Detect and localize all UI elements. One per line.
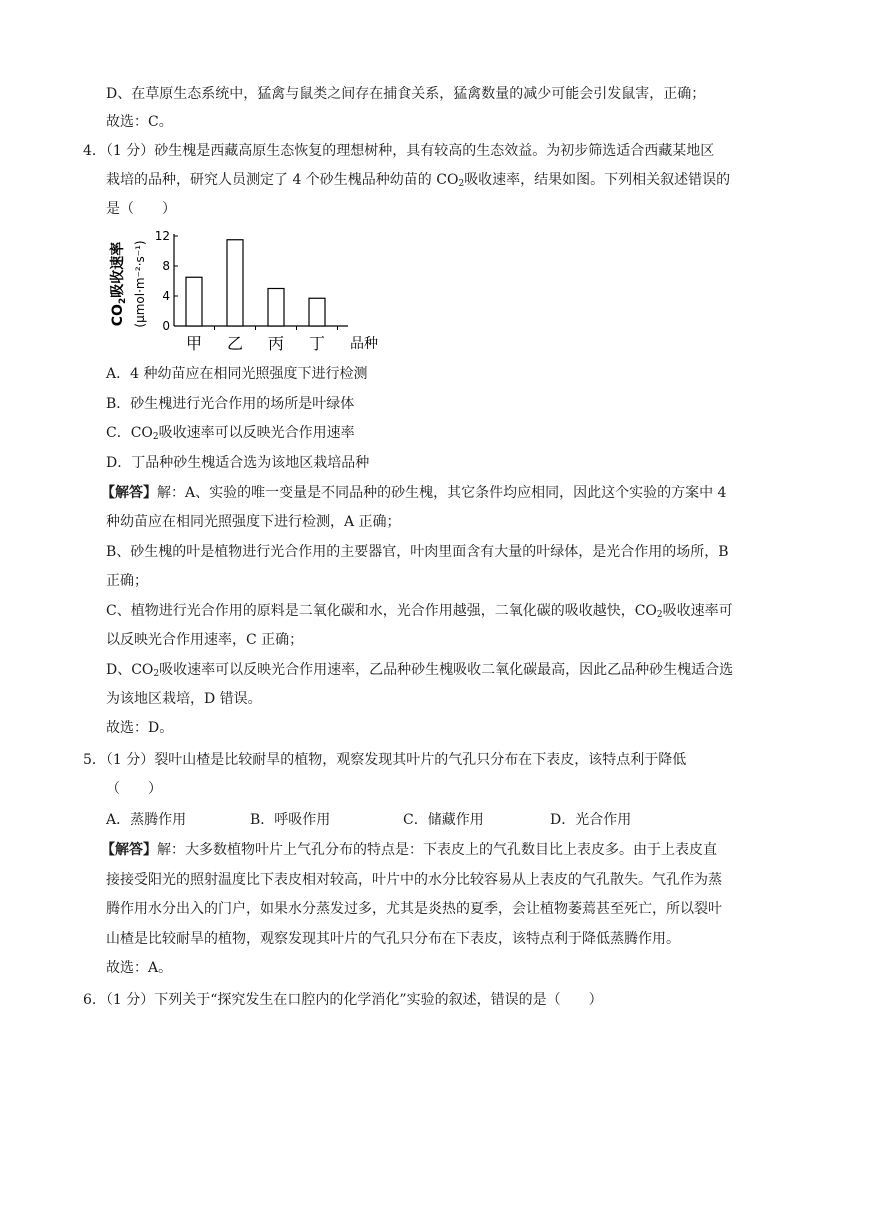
- q3-answer-pick: 故选：C。: [106, 114, 173, 130]
- q4-option-d: D．丁品种砂生槐适合选为该地区栽培品种: [106, 455, 370, 471]
- bar-丁: [309, 298, 325, 326]
- x-category-label: 丙: [267, 334, 285, 353]
- x-category-label: 甲: [185, 334, 203, 353]
- answer-tag: 【解答】: [101, 842, 157, 858]
- q5-stem-line2: （ ）: [106, 781, 162, 797]
- co2-absorption-bar-chart: [100, 228, 400, 358]
- q5-answer-line1: 【解答】解：大多数植物叶片上气孔分布的特点是：下表皮上的气孔数目比上表皮多。由于上表皮直: [101, 842, 717, 858]
- q5-option-b: B．呼吸作用: [250, 812, 331, 828]
- bar-丙: [268, 289, 284, 327]
- bar-甲: [186, 277, 202, 326]
- q4-answer-line5: C、植物进行光合作用的原料是二氧化碳和水，光合作用越强，二氧化碳的吸收越快，$CO_2$吸收速率可: [106, 603, 733, 620]
- q5-answer-line3: 腾作用水分出入的门户，如果水分蒸发过多，尤其是炎热的夏季，会让植物萎蔫甚至死亡，所以裂叶: [106, 901, 722, 917]
- x-category-label: 丁: [308, 334, 326, 353]
- q4-stem-line3: 是（ ）: [106, 201, 176, 217]
- q4-option-b: B．砂生槐进行光合作用的场所是叶绿体: [106, 396, 355, 412]
- q5-option-d: D．光合作用: [550, 812, 632, 828]
- q4-answer-line7: D、$CO_2$吸收速率可以反映光合作用速率，乙品种砂生槐吸收二氧化碳最高，因此乙品种砂生槐适合选: [106, 662, 734, 679]
- y-axis-unit: (μmol·m⁻²·s⁻¹): [133, 240, 147, 328]
- x-category-label: 乙: [226, 334, 244, 353]
- q4-answer-line8: 为该地区栽培，D 错误。: [106, 691, 262, 707]
- y-tick-label: 8: [162, 259, 170, 273]
- q5-option-a: A．蒸腾作用: [106, 812, 187, 828]
- q4-option-a: A．4 种幼苗应在相同光照强度下进行检测: [106, 366, 368, 382]
- q3-option-d-explanation: D、在草原生态系统中，猛禽与鼠类之间存在捕食关系，猛禽数量的减少可能会引发鼠害，正确；: [106, 86, 706, 102]
- q6-stem-line1: 6．（1 分）下列关于“探究发生在口腔内的化学消化”实验的叙述，错误的是（ ）: [83, 992, 603, 1008]
- bar-乙: [227, 240, 243, 326]
- q5-answer-line2: 接接受阳光的照射温度比下表皮相对较高，叶片中的水分比较容易从上表皮的气孔散失。气孔作为蒸: [106, 872, 722, 888]
- y-tick-label: 0: [162, 319, 170, 333]
- q4-answer-line6: 以反映光合作用速率，C 正确；: [106, 632, 304, 648]
- chart-bars: [186, 240, 325, 326]
- q5-answer-pick: 故选：A。: [106, 960, 173, 976]
- q4-answer-line2: 种幼苗应在相同光照强度下进行检测，A 正确；: [106, 514, 401, 530]
- q4-option-c: C．$CO_2$吸收速率可以反映光合作用速率: [106, 425, 355, 442]
- q4-stem-line1: 4．（1 分）砂生槐是西藏高原生态恢复的理想树种，具有较高的生态效益。为初步筛选适合西藏某地区: [83, 143, 715, 159]
- q4-stem-line2: 栽培的品种，研究人员测定了 4 个砂生槐品种幼苗的 $CO_2$吸收速率，结果如图。下列相关叙述错误的: [106, 172, 731, 189]
- y-tick-label: 12: [154, 229, 170, 243]
- y-axis-title: $CO_2$吸收速率: [110, 241, 128, 327]
- q5-stem-line1: 5．（1 分）裂叶山楂是比较耐旱的植物，观察发现其叶片的气孔只分布在下表皮，该特点利于降低: [83, 752, 687, 768]
- q5-answer-line4: 山楂是比较耐旱的植物，观察发现其叶片的气孔只分布在下表皮，该特点利于降低蒸腾作用。: [106, 931, 680, 947]
- q4-answer-pick: 故选：D。: [106, 720, 174, 736]
- answer-tag: 【解答】: [101, 485, 157, 501]
- q4-answer-line3: B、砂生槐的叶是植物进行光合作用的主要器官，叶肉里面含有大量的叶绿体，是光合作用的场所，B: [106, 544, 729, 560]
- y-tick-label: 4: [162, 289, 170, 303]
- q4-answer-line4: 正确；: [106, 573, 148, 589]
- q5-option-c: C．储藏作用: [403, 812, 484, 828]
- q4-answer-line1: 【解答】解：A、实验的唯一变量是不同品种的砂生槐，其它条件均应相同，因此这个实验的方案中 4: [101, 485, 727, 501]
- x-axis-title: 品种: [350, 336, 378, 352]
